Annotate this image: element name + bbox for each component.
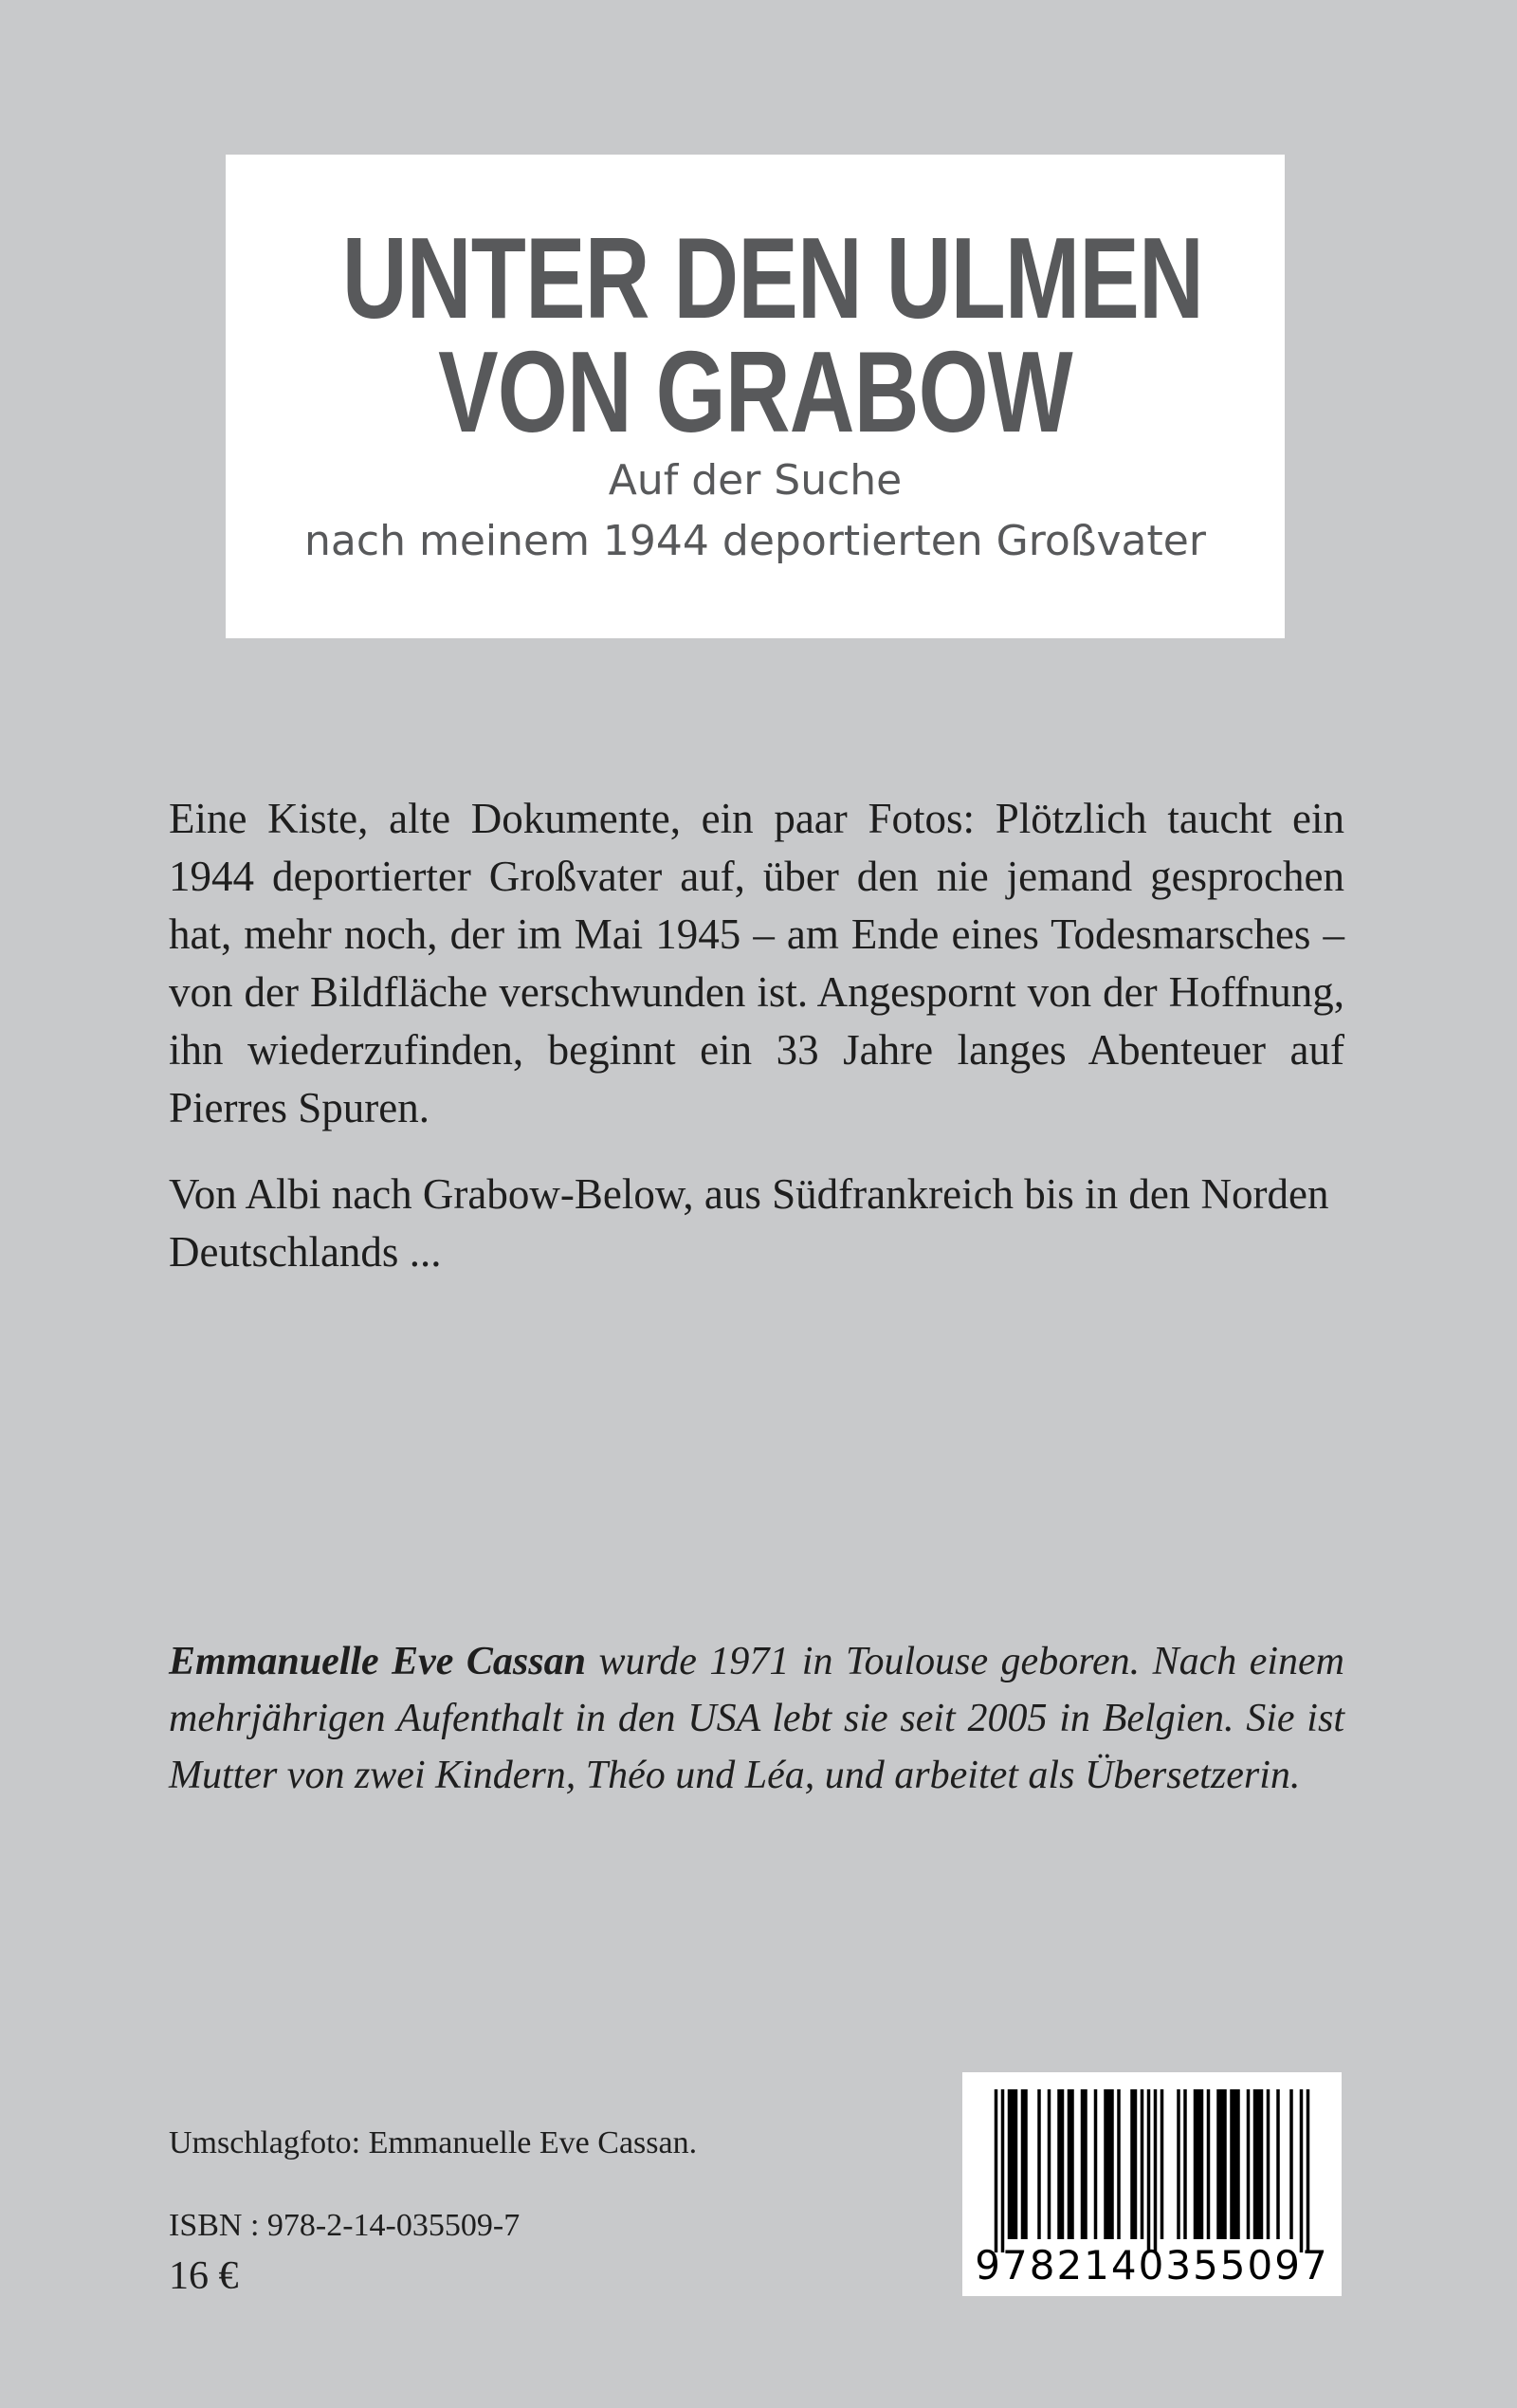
- barcode-bar: [1276, 2089, 1280, 2239]
- barcode-bar: [1300, 2089, 1304, 2252]
- barcode-bar: [1253, 2089, 1264, 2239]
- price: 16 €: [169, 2254, 239, 2298]
- barcode-bar: [1104, 2089, 1114, 2239]
- barcode-bar: [1117, 2089, 1121, 2239]
- barcode-bar: [1267, 2089, 1270, 2239]
- photo-credit: Umschlagfoto: Emmanuelle Eve Cassan.: [169, 2125, 698, 2160]
- barcode-bar: [1037, 2089, 1041, 2239]
- barcode-bar: [1068, 2089, 1074, 2239]
- author-name: Emmanuelle Eve Cassan: [169, 1640, 586, 1683]
- barcode-bar: [995, 2089, 998, 2252]
- barcode-bar: [1307, 2089, 1310, 2252]
- barcode-bar: [1289, 2089, 1293, 2239]
- barcode-bar: [1094, 2089, 1098, 2239]
- barcode-bar: [1194, 2089, 1204, 2239]
- barcode-digits: 9782140355097: [975, 2242, 1329, 2289]
- book-subtitle-line-1: Auf der Suche: [608, 456, 903, 505]
- isbn: ISBN : 978-2-14-035509-7: [169, 2208, 521, 2243]
- barcode-bar: [1001, 2089, 1005, 2252]
- barcode-bar: [1161, 2089, 1164, 2239]
- book-title-line-1: UNTER DEN ULMEN: [341, 213, 1204, 342]
- barcode-bar: [1154, 2089, 1158, 2252]
- book-title-line-2: VON GRABOW: [438, 327, 1072, 456]
- barcode-bar: [1141, 2089, 1144, 2239]
- title-panel: [226, 155, 1285, 638]
- barcode-bar: [1247, 2089, 1251, 2239]
- barcode-bar: [1130, 2089, 1137, 2239]
- barcode-bar: [1048, 2089, 1051, 2239]
- barcode-bar: [1147, 2089, 1151, 2252]
- barcode-bar: [1057, 2089, 1064, 2239]
- barcode-bar: [1177, 2089, 1180, 2239]
- barcode-bar: [1183, 2089, 1187, 2239]
- barcode-bar: [1081, 2089, 1087, 2239]
- author-bio-text: wurde 1971 in Toulouse geboren. Nach einem mehrjährigen Aufenthalt in den USA lebt sie seit 2005 in Belgien. Sie ist Mutter von zwei Kindern, Théo und Léa, und arbeitet als Übersetzerin.: [169, 1640, 1344, 1797]
- blurb-paragraph-1: Eine Kiste, alte Dokumente, ein paar Fotos: Plötzlich taucht ein 1944 deportierter Großvater auf, über den nie jemand gesprochen hat, mehr noch, der im Mai 1945 – am Ende eines Todesmarsches – von der Bildfläche verschwunden ist. Angespornt von der Hoffnung, ihn wiederzufinden, beginnt ein 33 Jahre langes Abenteuer auf Pierres Spuren.: [169, 795, 1344, 1131]
- barcode-bar: [1207, 2089, 1211, 2239]
- barcode-bar: [1230, 2089, 1240, 2239]
- barcode: [962, 2072, 1342, 2296]
- barcode-bar: [1216, 2089, 1227, 2239]
- blurb-paragraph-2: Von Albi nach Grabow-Below, aus Südfrankreich bis in den Norden Deutschlands ...: [169, 1170, 1329, 1276]
- author-bio: [169, 1633, 1344, 1804]
- barcode-bar: [1008, 2089, 1018, 2239]
- book-subtitle-line-2: nach meinem 1944 deportierten Großvater: [304, 517, 1206, 565]
- barcode-bar: [1021, 2089, 1028, 2239]
